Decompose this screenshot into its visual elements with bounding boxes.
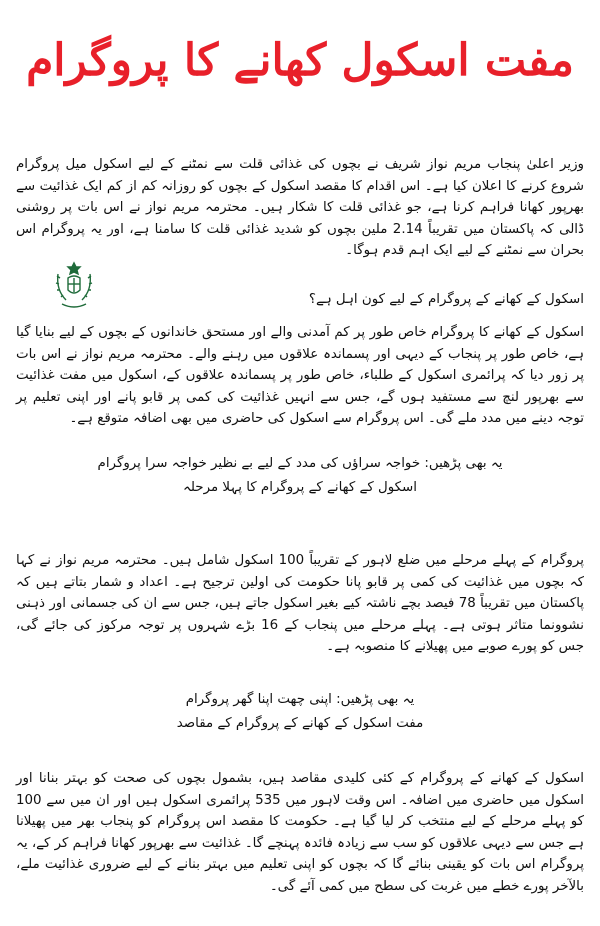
government-emblem-icon [50,260,98,312]
intro-paragraph: وزیر اعلیٰ پنجاب مریم نواز شریف نے بچوں کی غذائی قلت سے نمٹنے کے لیے اسکول میل پروگرام شروع کرنے کا اعلان کیا ہے۔ اس اقدام کا مقصد اسکول کے بچوں کو روزانہ کم از کم ایک غذائیت سے بھرپور کھانا فراہم کرنا ہے، جو غذائی قلت کا شکار ہیں۔ محترمہ مریم نواز نے اس بات پر روشنی ڈالی کہ پاکستان میں تقریباً 2.14 ملین بچوں کو شدید غذائی قلت کا سامنا ہے، اور یہ پروگرام اس بحران سے نمٹنے کے لیے ایک اہم قدم ہوگا۔ [16,157,584,258]
also-read-link-1[interactable]: یہ بھی پڑھیں: خواجہ سراؤں کی مدد کے لیے بے نظیر خواجہ سرا پروگرام [97,456,503,471]
also-read-link-2[interactable]: یہ بھی پڑھیں: اپنی چھت اپنا گھر پروگرام [185,692,415,707]
section-heading-objectives: مفت اسکول کے کھانے کے پروگرام کے مقاصد [176,716,424,731]
also-read-block-1 [0,452,600,500]
eligibility-question: اسکول کے کھانے کے پروگرام کے لیے کون اہل ہے؟ [308,292,584,308]
phase-one-paragraph: پروگرام کے پہلے مرحلے میں ضلع لاہور کے تقریباً 100 اسکول شامل ہیں۔ محترمہ مریم نواز نے کہا کہ بچوں میں غذائیت کی کمی پر قابو پانا حکومت کی اولین ترجیح ہے۔ اعداد و شمار بتاتے ہیں کہ پاکستان میں تقریباً 78 فیصد بچے ناشتہ کیے بغیر اسکول جاتے ہیں، جس سے ان کی جسمانی اور ذہنی نشوونما متاثر ہوتی ہے۔ پہلے مرحلے میں پنجاب کے 16 بڑے شہروں پر توجہ مرکوز کی جائے گی، جس کو پورے صوبے میں پھیلانے کا منصوبہ ہے۔ [16,553,584,654]
section-heading-phase-one: اسکول کے کھانے کے پروگرام کا پہلا مرحلہ [183,480,417,495]
objectives-paragraph: اسکول کے کھانے کے پروگرام کے کئی کلیدی مقاصد ہیں، بشمول بچوں کی صحت کو بہتر بنانا اور اسکول میں حاضری میں اضافہ۔ اس وقت لاہور میں 535 پرائمری اسکول ہیں اور ان میں سے 100 کو پہلے مرحلے کے لیے منتخب کر لیا گیا ہے۔ حکومت کا مقصد اس پروگرام کو پنجاب بھر میں پھیلانا ہے جس سے دیہی علاقوں کو سب سے زیادہ فائدہ پہنچے گا۔ غذائیت سے بھرپور کھانا فراہم کر کے، یہ پروگرام اس بات کو یقینی بنائے گا کہ بچوں کو اپنی تعلیم میں بہتر بنانے کے لیے ضروری غذائیت ملے، بالآخر پورے خطے میں غربت کی سطح میں کمی آئے گی۔ [16,771,585,894]
page-title: مفت اسکول کھانے کا پروگرام [26,35,574,86]
also-read-block-2 [0,688,600,736]
eligibility-paragraph: اسکول کے کھانے کا پروگرام خاص طور پر کم آمدنی والے اور مستحق خاندانوں کے بچوں کے لیے بنایا گیا ہے، خاص طور پر پنجاب کے دیہی اور پسماندہ علاقوں میں رہنے والے۔ محترمہ مریم نواز نے اس بات پر زور دیا کہ پرائمری اسکول کے طلباء، خاص طور پر پسماندہ علاقوں کے، اسکول میں مفت غذائیت سے بھرپور لنچ سے مستفید ہوں گے، جس سے انہیں غذائیت کی کمی پر قابو پانے اور اپنی تعلیم پر توجہ دینے میں مدد ملے گی۔ اس پروگرام سے اسکول کی حاضری میں بھی اضافہ متوقع ہے۔ [16,325,584,426]
article-page [0,26,600,926]
